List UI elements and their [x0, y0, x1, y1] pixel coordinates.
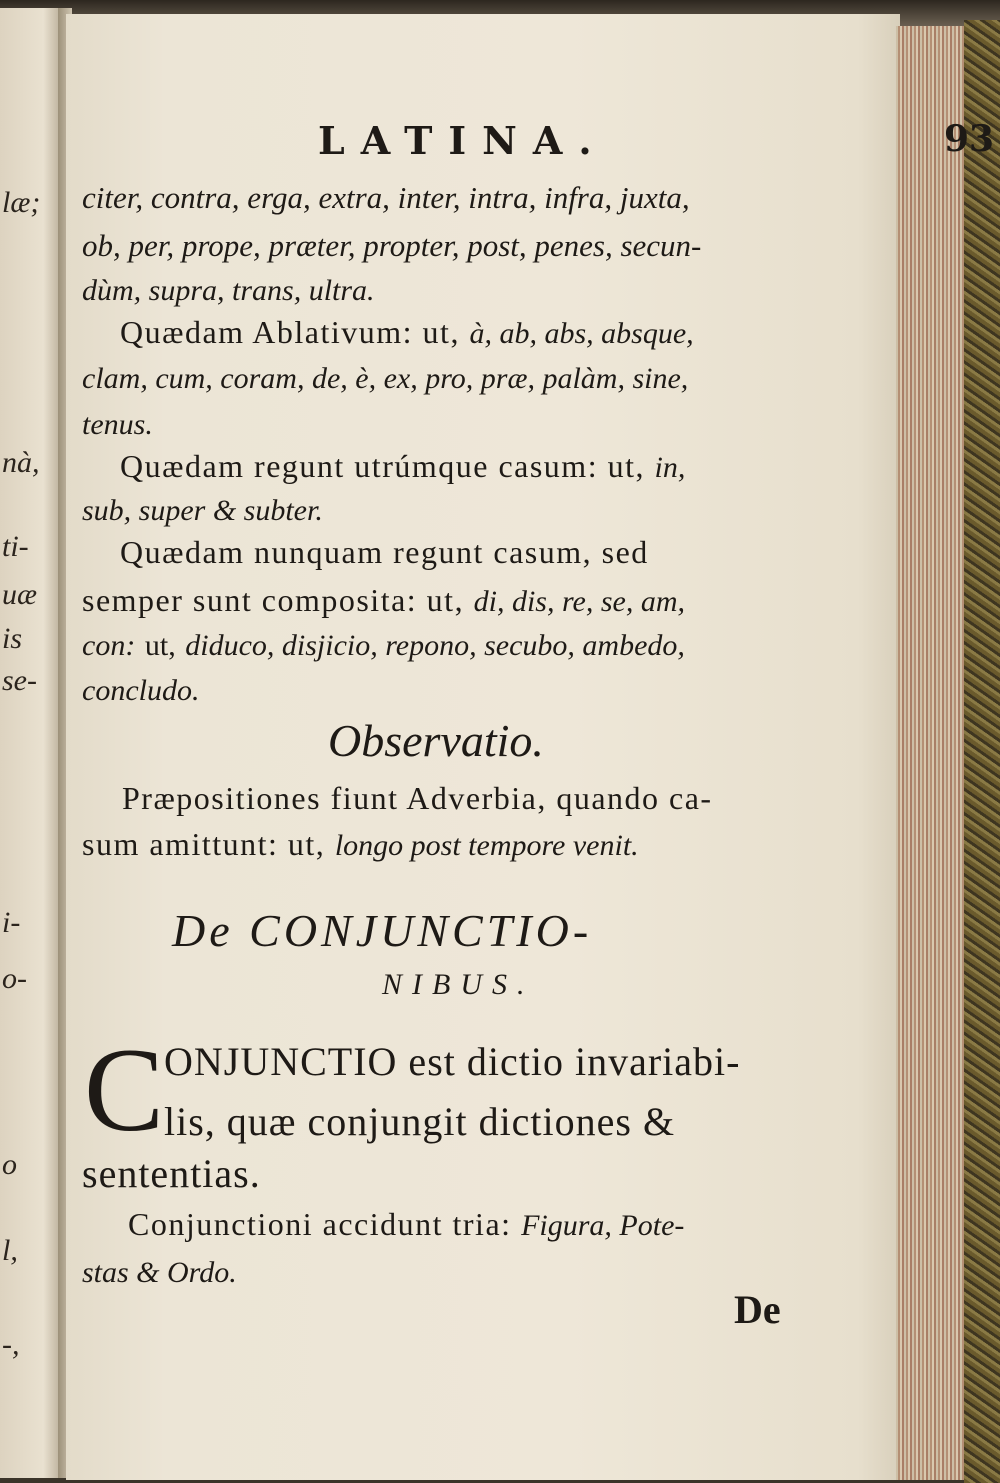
text-line: concludo. [82, 674, 200, 707]
text-line [82, 582, 685, 619]
page-number: 93 [944, 118, 995, 160]
left-fragment: is [2, 622, 23, 655]
text-line: dùm, supra, trans, ultra. [82, 274, 375, 307]
text-roman: ut, [144, 629, 176, 662]
text-line [120, 314, 694, 351]
text-line: ob, per, prope, præter, propter, post, penes, secun- [82, 228, 702, 263]
left-fragment: o [2, 1148, 17, 1181]
left-fragment: nà, [2, 446, 40, 479]
text-roman: sum amittunt: ut, [82, 826, 326, 862]
text-italic: longo post tempore venit. [334, 829, 639, 862]
left-fragment: læ; [2, 186, 41, 219]
text-line [120, 448, 685, 485]
text-italic: con: [82, 629, 136, 662]
left-fragment: uæ [2, 578, 38, 611]
text-line: clam, cum, coram, de, è, ex, pro, præ, palàm, sine, [82, 362, 689, 395]
left-page-edge [0, 8, 62, 1478]
catchword: De [734, 1287, 781, 1332]
left-fragment: o- [2, 962, 27, 995]
text-line: stas & Ordo. [82, 1256, 237, 1289]
text-line [128, 1206, 684, 1243]
left-fragment: se- [2, 664, 37, 697]
running-title: LATINA. [318, 118, 608, 163]
text-roman: Quædam Ablativum: ut, [120, 314, 460, 350]
text-italic: Figura, Pote- [521, 1209, 685, 1242]
text-italic: in, [654, 451, 686, 484]
text-italic: diduco, disjicio, repono, secubo, ambedo, [185, 629, 685, 662]
left-fragment: i- [2, 906, 21, 939]
text-line: ONJUNCTIO est dictio invariabi- [164, 1039, 741, 1084]
text-line: citer, contra, erga, extra, inter, intra, infra, juxta, [82, 180, 690, 215]
text-line: Præpositiones fiunt Adverbia, quando ca- [122, 780, 713, 816]
book-cover-edge [964, 20, 1000, 1483]
drop-cap: C [84, 1023, 165, 1156]
page-edges [896, 26, 968, 1480]
text-roman: Conjunctioni accidunt tria: [128, 1206, 512, 1242]
text-italic: à, ab, abs, absque, [469, 317, 694, 350]
text-line: sub, super & subter. [82, 494, 323, 527]
section-heading: De CONJUNCTIO- [172, 905, 593, 956]
text-roman: Quædam regunt utrúmque casum: ut, [120, 448, 645, 484]
text-line [82, 628, 685, 663]
left-fragment: ti- [2, 530, 29, 563]
observatio-heading: Observatio. [328, 715, 544, 766]
section-heading-cont: NIBUS. [382, 968, 535, 1001]
text-line: tenus. [82, 408, 153, 441]
text-line: Quædam nunquam regunt casum, sed [120, 534, 649, 570]
text-roman: semper sunt composita: ut, [82, 582, 465, 618]
text-line: sententias. [82, 1151, 261, 1196]
left-fragment: l, [2, 1234, 18, 1267]
text-line [82, 826, 639, 863]
text-italic: di, dis, re, se, am, [473, 585, 685, 618]
text-line: lis, quæ conjungit dictiones & [164, 1099, 676, 1144]
left-fragment: -, [2, 1328, 20, 1361]
